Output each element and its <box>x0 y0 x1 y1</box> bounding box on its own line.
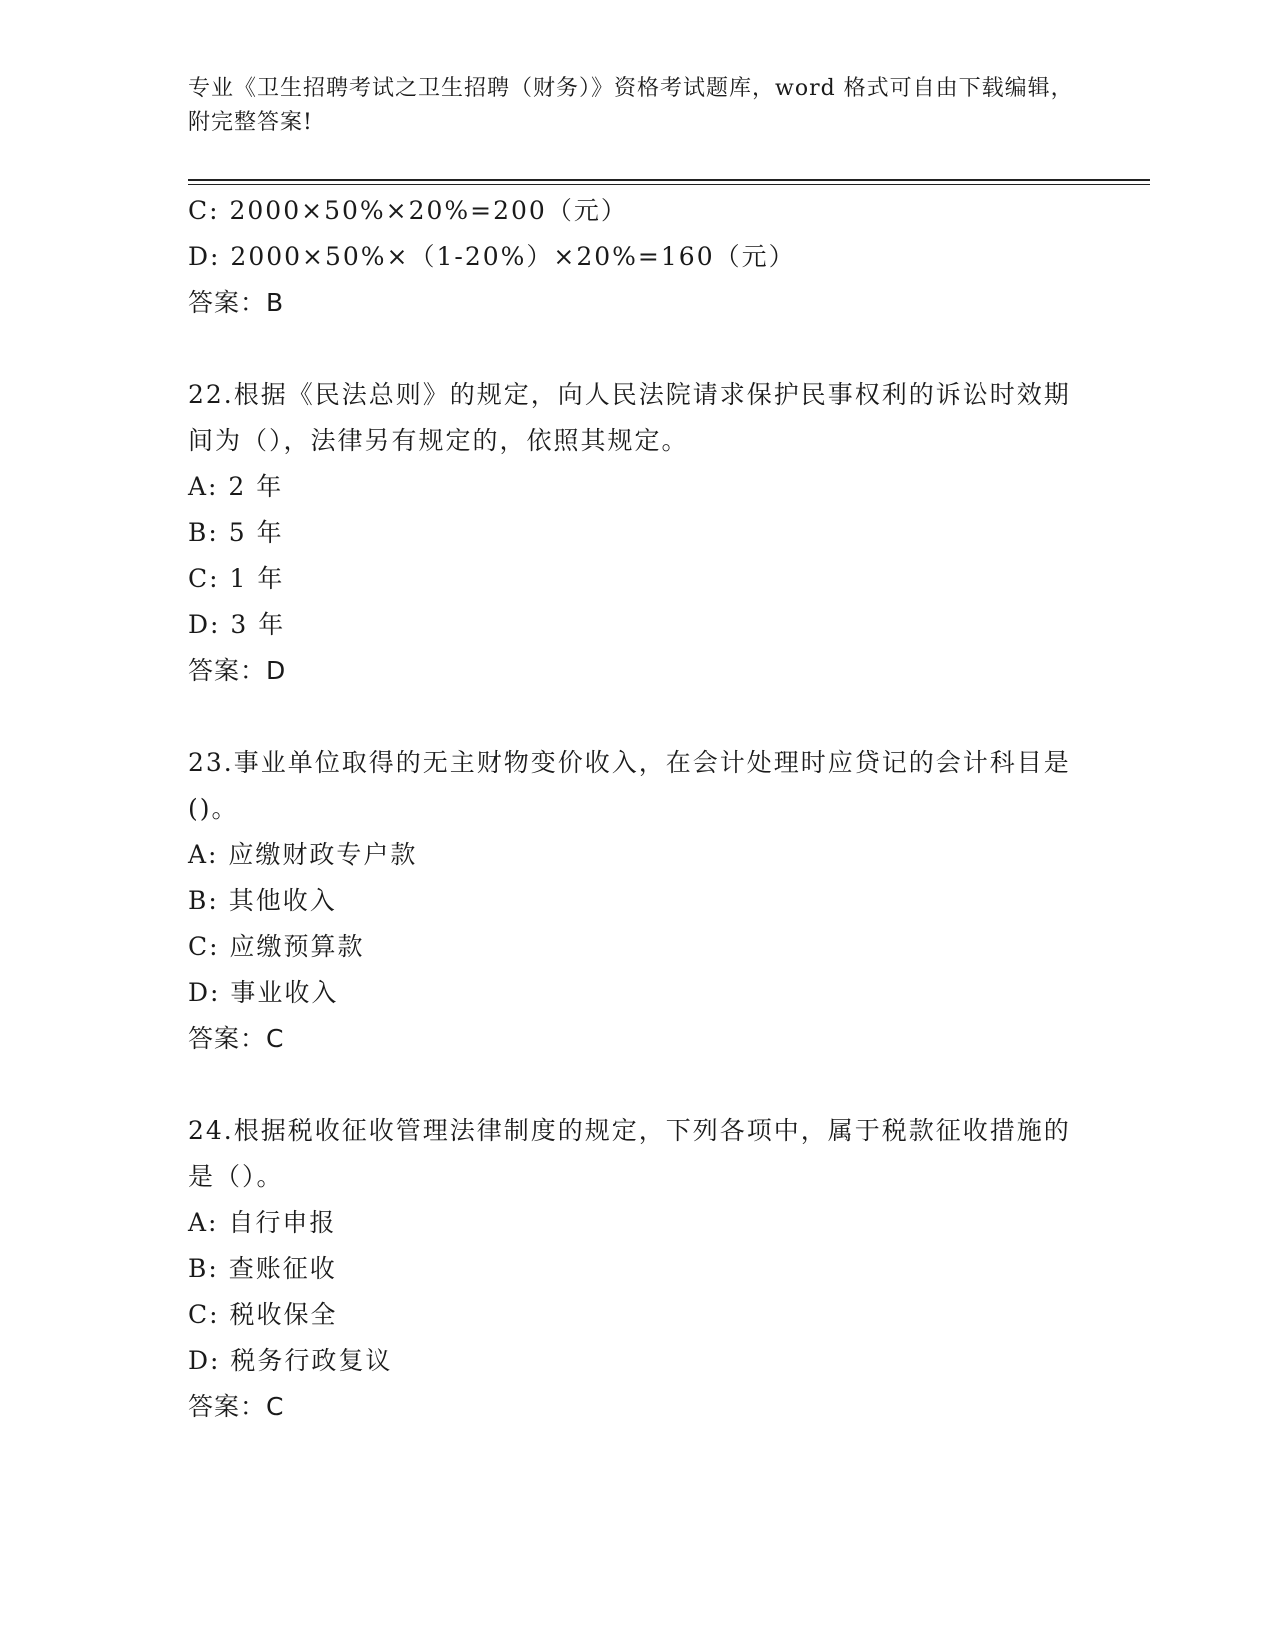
spacer <box>188 1062 1088 1108</box>
question-stem: 23.事业单位取得的无主财物变价收入，在会计处理时应贷记的会计科目是()。 <box>188 748 1071 823</box>
question-22 <box>188 372 1088 694</box>
option-d: D: 税务行政复议 <box>188 1346 393 1375</box>
option-a: A: 2 年 <box>188 472 284 501</box>
question-stem: 22.根据《民法总则》的规定，向人民法院请求保护民事权利的诉讼时效期间为（），法律另有规定的，依照其规定。 <box>188 380 1071 455</box>
option-b: B: 查账征收 <box>188 1254 337 1283</box>
spacer <box>188 694 1088 740</box>
question-23 <box>188 740 1088 1062</box>
option-b: B: 其他收入 <box>188 886 337 915</box>
header-rule-thin <box>188 184 1150 185</box>
option-d: D: 2000×50%×（1-20%）×20%=160（元） <box>188 242 796 271</box>
document-body <box>188 188 1088 1430</box>
option-a: A: 应缴财政专户款 <box>188 840 418 869</box>
option-c: C: 税收保全 <box>188 1300 338 1329</box>
option-d: D: 3 年 <box>188 610 286 639</box>
answer-line: 答案：B <box>188 288 285 317</box>
question-21-continuation <box>188 188 1088 326</box>
option-c: C: 2000×50%×20%=200（元） <box>188 196 628 225</box>
question-stem: 24.根据税收征收管理法律制度的规定，下列各项中，属于税款征收措施的是（）。 <box>188 1116 1071 1191</box>
option-c: C: 1 年 <box>188 564 285 593</box>
option-b: B: 5 年 <box>188 518 284 547</box>
option-a: A: 自行申报 <box>188 1208 337 1237</box>
answer-line: 答案：C <box>188 1392 285 1421</box>
option-c: C: 应缴预算款 <box>188 932 365 961</box>
answer-line: 答案：D <box>188 656 287 685</box>
header-rule-thick <box>188 179 1150 181</box>
answer-line: 答案：C <box>188 1024 285 1053</box>
option-d: D: 事业收入 <box>188 978 339 1007</box>
document-header: 专业《卫生招聘考试之卫生招聘（财务）》资格考试题库，word 格式可自由下载编辑，附完整答案! <box>188 76 1074 135</box>
spacer <box>188 326 1088 372</box>
question-24 <box>188 1108 1088 1430</box>
